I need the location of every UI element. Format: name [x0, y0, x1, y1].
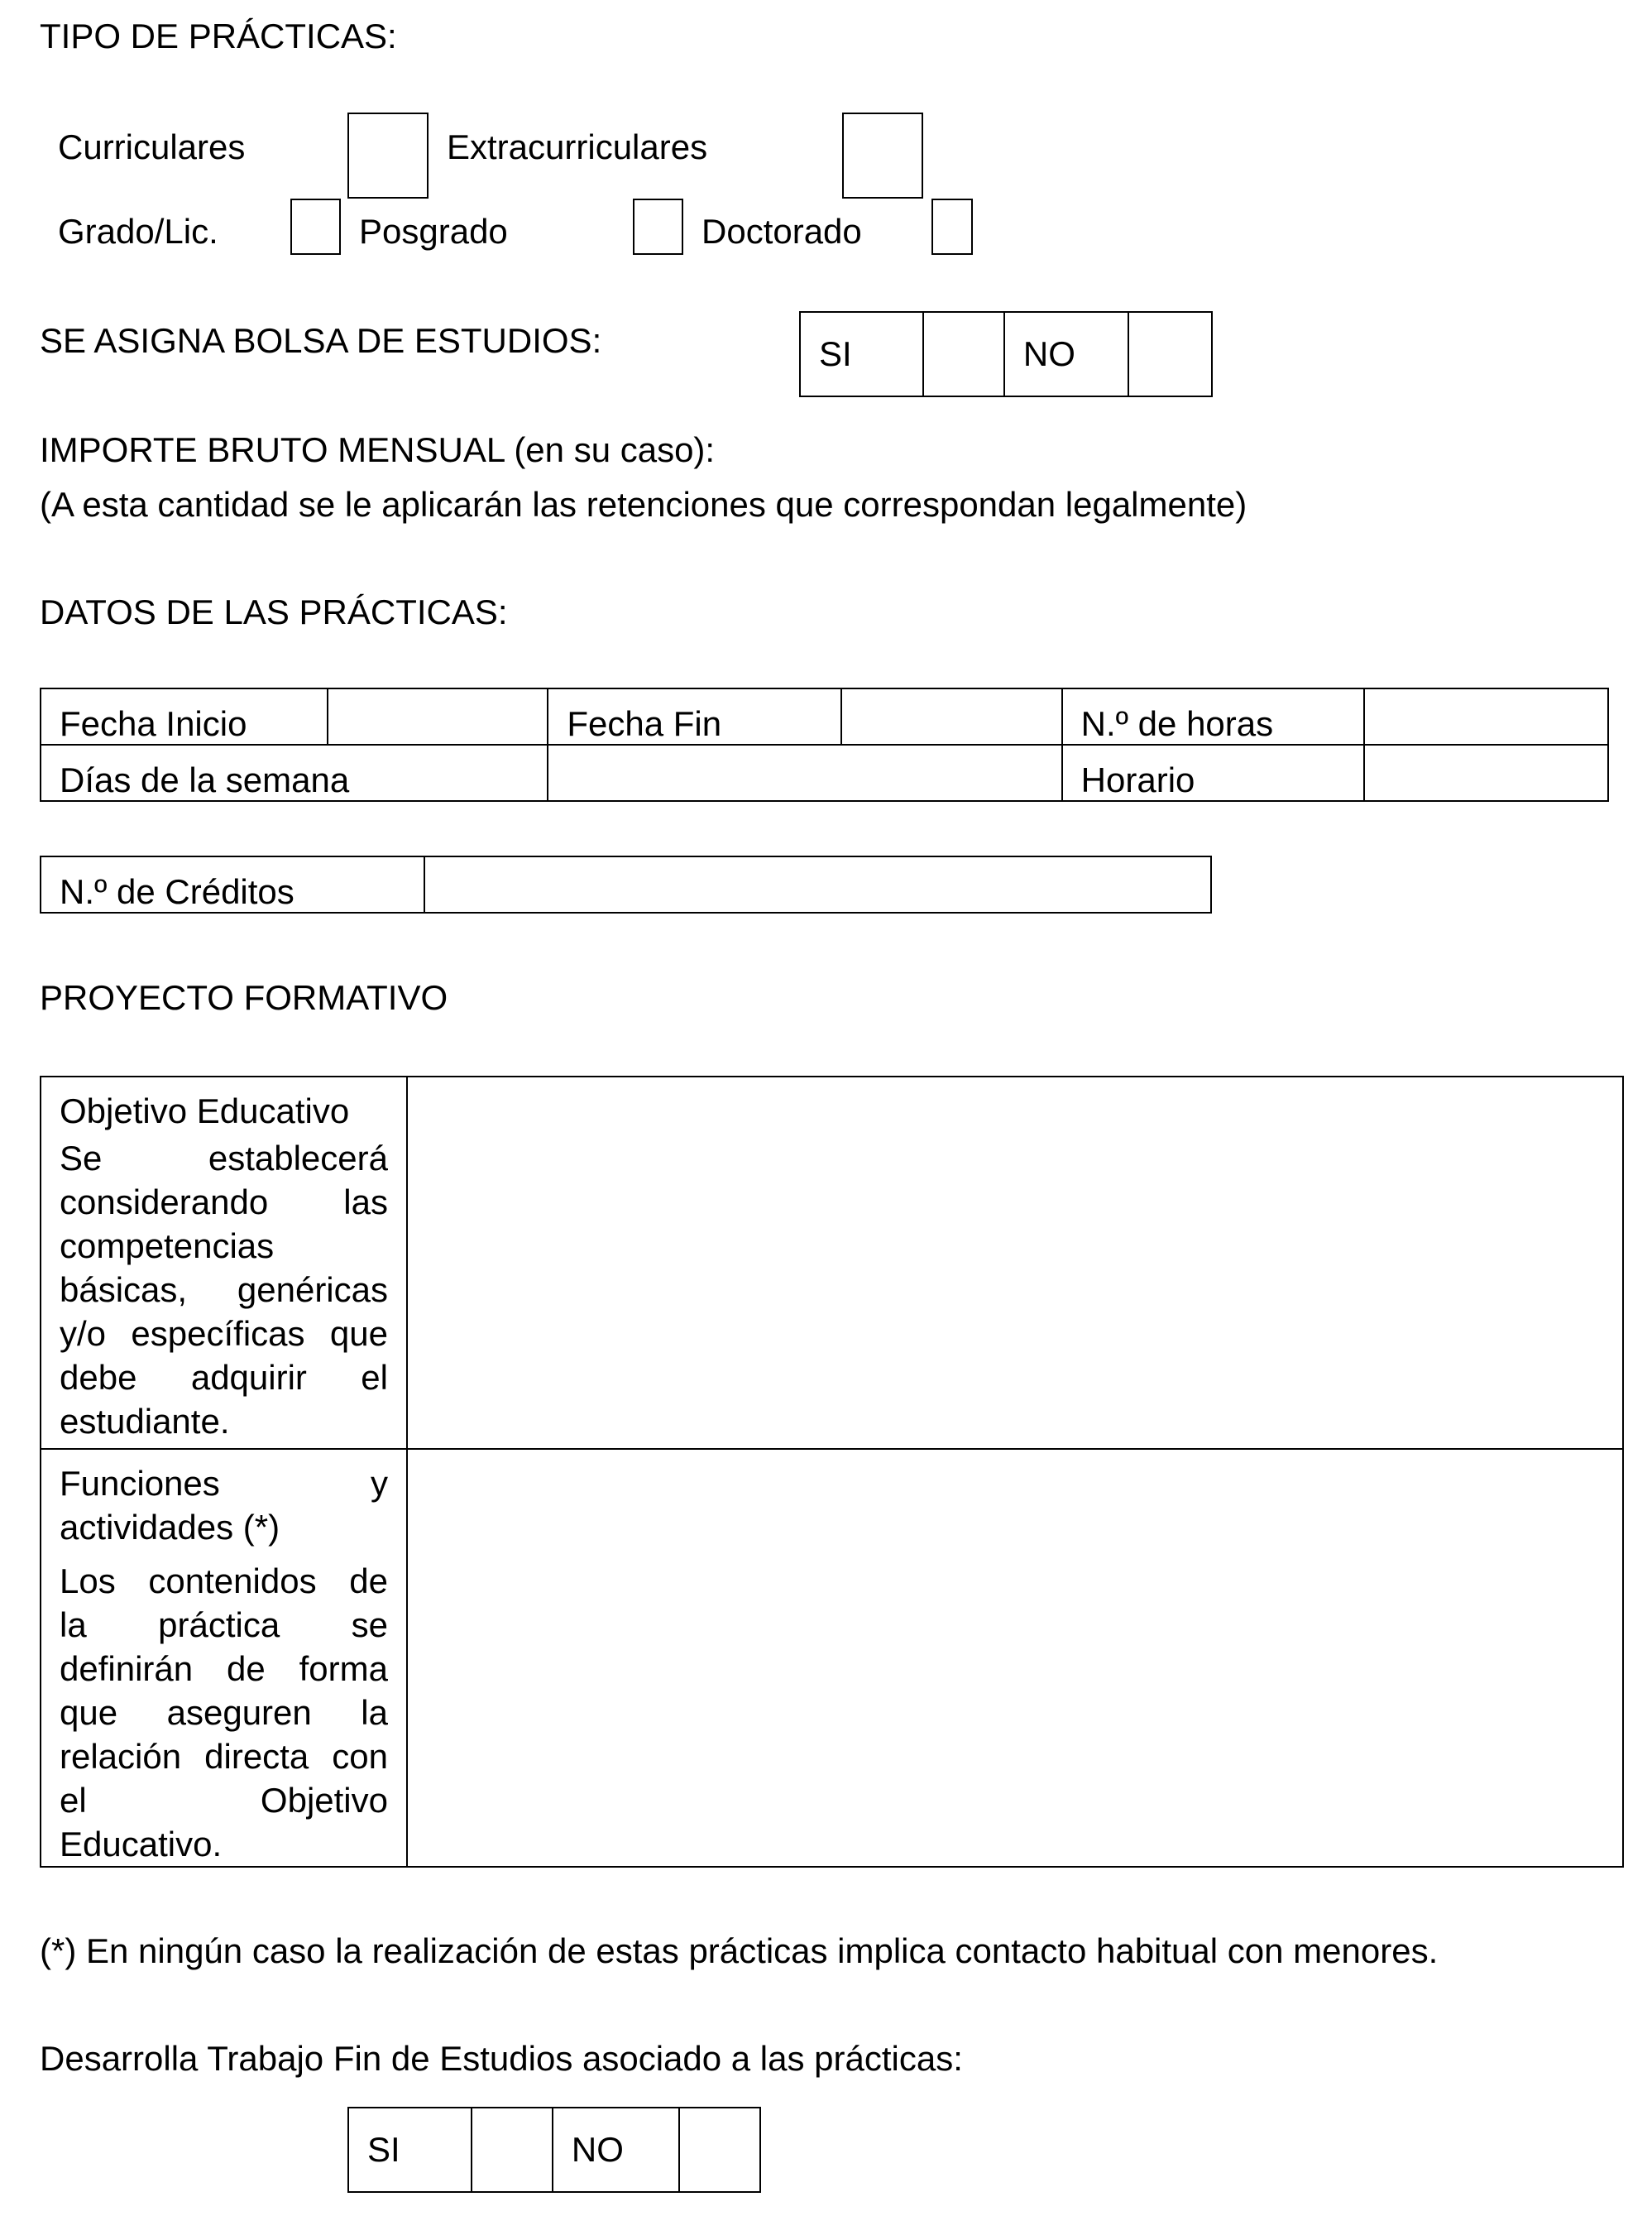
dias-semana-label: Días de la semana [41, 745, 548, 801]
objetivo-field[interactable] [407, 1077, 1623, 1449]
tipo-heading: TIPO DE PRÁCTICAS: [40, 17, 397, 55]
bolsa-no-checkbox[interactable] [1128, 312, 1213, 396]
doctorado-checkbox[interactable] [931, 199, 973, 255]
nota-menores: (*) En ningún caso la realización de estas prácticas implica contacto habitual con menores. [40, 1931, 1439, 1970]
tfe-options-table [347, 2107, 761, 2193]
contenidos-line: definirán de forma [60, 1649, 388, 1688]
objetivo-line: considerando las [60, 1182, 388, 1221]
tfe-si-checkbox[interactable] [472, 2108, 553, 2192]
objetivo-label-cell [41, 1077, 407, 1449]
num-horas-field[interactable] [1364, 688, 1608, 745]
funciones-field[interactable] [407, 1449, 1623, 1867]
curriculares-label: Curriculares [58, 127, 246, 166]
tfe-si-label: SI [348, 2108, 472, 2192]
bolsa-options-table [799, 311, 1213, 397]
num-horas-label: N.º de horas [1062, 688, 1365, 745]
fecha-inicio-label: Fecha Inicio [41, 688, 328, 745]
posgrado-checkbox[interactable] [633, 199, 683, 255]
objetivo-line: debe adquirir el [60, 1358, 388, 1397]
fecha-fin-label: Fecha Fin [548, 688, 841, 745]
bolsa-si-checkbox[interactable] [923, 312, 1004, 396]
bolsa-no-label: NO [1004, 312, 1128, 396]
objetivo-line: competencias [60, 1226, 275, 1265]
fecha-inicio-field[interactable] [328, 688, 548, 745]
funciones-title [60, 1461, 388, 1549]
datos-heading: DATOS DE LAS PRÁCTICAS: [40, 592, 508, 631]
dias-semana-field[interactable] [548, 745, 1061, 801]
grado-label: Grado/Lic. [58, 212, 218, 251]
posgrado-label: Posgrado [359, 212, 508, 251]
proyecto-heading: PROYECTO FORMATIVO [40, 978, 448, 1017]
grado-checkbox[interactable] [290, 199, 341, 255]
contenidos-description [60, 1559, 388, 1866]
contenidos-line: Los contenidos de [60, 1561, 388, 1600]
creditos-label: N.º de Créditos [41, 856, 424, 913]
contenidos-line: la práctica se [60, 1605, 388, 1644]
horario-label: Horario [1062, 745, 1365, 801]
creditos-field[interactable] [424, 856, 1211, 913]
proyecto-table [40, 1076, 1624, 1868]
objetivo-description [60, 1136, 388, 1443]
bolsa-heading: SE ASIGNA BOLSA DE ESTUDIOS: [40, 321, 602, 360]
contenidos-line: relación directa con [60, 1737, 388, 1776]
tfe-no-label: NO [553, 2108, 680, 2192]
tfe-no-checkbox[interactable] [679, 2108, 760, 2192]
objetivo-line: básicas, genéricas [60, 1270, 388, 1309]
horario-field[interactable] [1364, 745, 1608, 801]
objetivo-title: Objetivo Educativo [60, 1091, 350, 1130]
objetivo-line: Se establecerá [60, 1139, 388, 1178]
contenidos-line: Educativo. [60, 1825, 223, 1863]
datos-table [40, 688, 1609, 802]
doctorado-label: Doctorado [702, 212, 862, 251]
extracurriculares-label: Extracurriculares [447, 127, 708, 166]
objetivo-line: y/o específicas que [60, 1314, 388, 1353]
curriculares-checkbox[interactable] [347, 113, 429, 199]
bolsa-si-label: SI [800, 312, 923, 396]
tfe-heading: Desarrolla Trabajo Fin de Estudios asociado a las prácticas: [40, 2039, 963, 2078]
creditos-table [40, 856, 1212, 914]
importe-line1: IMPORTE BRUTO MENSUAL (en su caso): [40, 430, 716, 469]
funciones-label-cell [41, 1449, 407, 1867]
objetivo-line: estudiante. [60, 1402, 230, 1441]
fecha-fin-field[interactable] [841, 688, 1062, 745]
funciones-line: Funciones y [60, 1464, 388, 1503]
contenidos-line: que aseguren la [60, 1693, 388, 1732]
importe-line2: (A esta cantidad se le aplicarán las retenciones que correspondan legalmente) [40, 485, 1247, 524]
funciones-line: actividades (*) [60, 1508, 280, 1547]
contenidos-line: el Objetivo [60, 1781, 388, 1820]
extracurriculares-checkbox[interactable] [842, 113, 923, 199]
